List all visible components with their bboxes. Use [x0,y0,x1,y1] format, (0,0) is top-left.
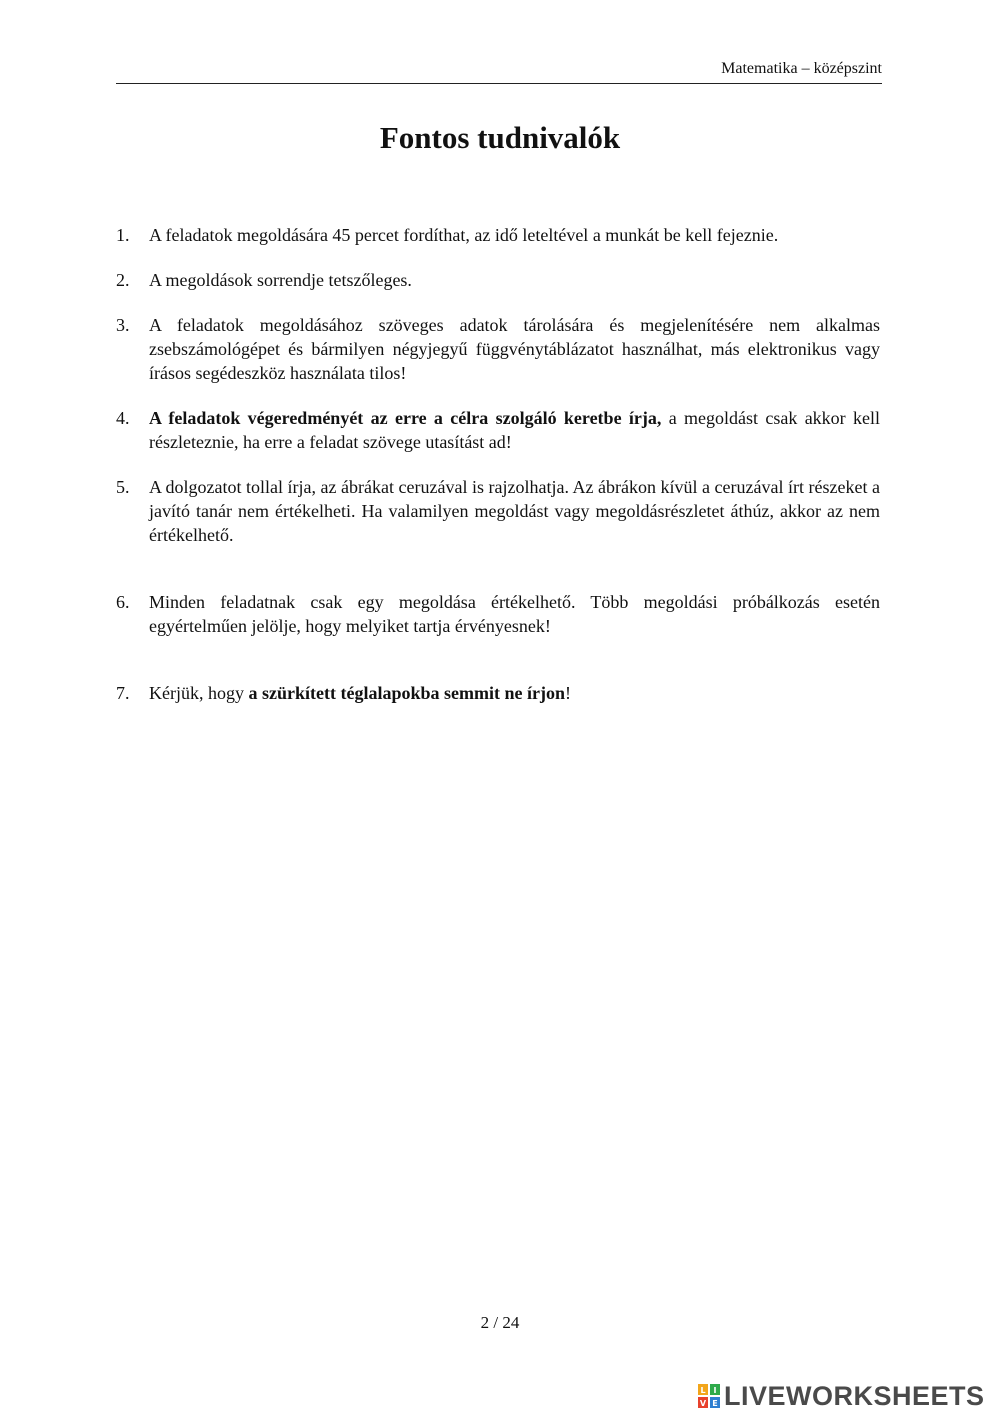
item-plain-text: Kérjük, hogy [149,683,249,703]
svg-text:L: L [700,1386,706,1395]
liveworksheets-watermark [698,1378,985,1414]
brand-name: LIVEWORKSHEETS [724,1381,985,1411]
item-number: 6. [116,592,130,612]
item-number: 4. [116,408,130,428]
item-number: 2. [116,270,130,290]
item-text: A dolgozatot tollal írja, az ábrákat ceruzával is rajzolhatja. Az ábrákon kívül a ceruzával írt részeket a javító tanár nem értékelheti. Ha valamilyen megoldást vagy megoldásrészletet áthúz, akkor az nem értékelhető. [149,477,880,545]
item-text [149,681,880,705]
item-number: 3. [116,315,130,335]
item-bold-text: a szürkített téglalapokba semmit ne írjon [248,683,565,703]
list-item [116,475,882,547]
svg-text:E: E [712,1399,718,1408]
item-text [149,406,880,454]
list-item [116,223,882,247]
item-bold-text: A feladatok végeredményét az erre a célra szolgáló keretbe írja, [149,408,662,428]
page-number: 2 / 24 [480,1313,520,1332]
list-item [116,268,882,292]
list-item [116,406,882,454]
liveworksheets-logo-icon [698,1384,720,1408]
page-header: Matematika – középszint [721,60,882,77]
item-text: A feladatok megoldására 45 percet fordíthat, az idő leteltével a munkát be kell fejeznie. [149,225,779,245]
item-plain-text: a megoldást csak akkor kell részleteznie, ha erre a feladat szövege utasítást ad! [149,408,881,452]
item-number: 5. [116,477,130,497]
item-number: 7. [116,683,130,703]
instructions-list [116,223,882,705]
list-item [116,681,882,705]
item-text: A feladatok megoldásához szöveges adatok tárolására és megjelenítésére nem alkalmas zsebszámológépet és bármilyen négyjegyű függvénytáblázatot használhat, más elektronikus vagy írásos segédeszköz használata tilos! [149,315,880,383]
item-text: Minden feladatnak csak egy megoldása értékelhető. Több megoldási próbálkozás esetén egyértelműen jelölje, hogy melyiket tartja érvényesnek! [149,592,880,636]
list-item [116,313,882,385]
list-item [116,590,882,638]
item-text: A megoldások sorrendje tetszőleges. [149,270,412,290]
header-divider [116,83,882,84]
item-plain-text: ! [564,683,571,703]
svg-text:V: V [699,1399,707,1408]
page-title: Fontos tudnivalók [379,120,621,155]
item-number: 1. [116,225,130,245]
svg-text:I: I [713,1386,717,1395]
